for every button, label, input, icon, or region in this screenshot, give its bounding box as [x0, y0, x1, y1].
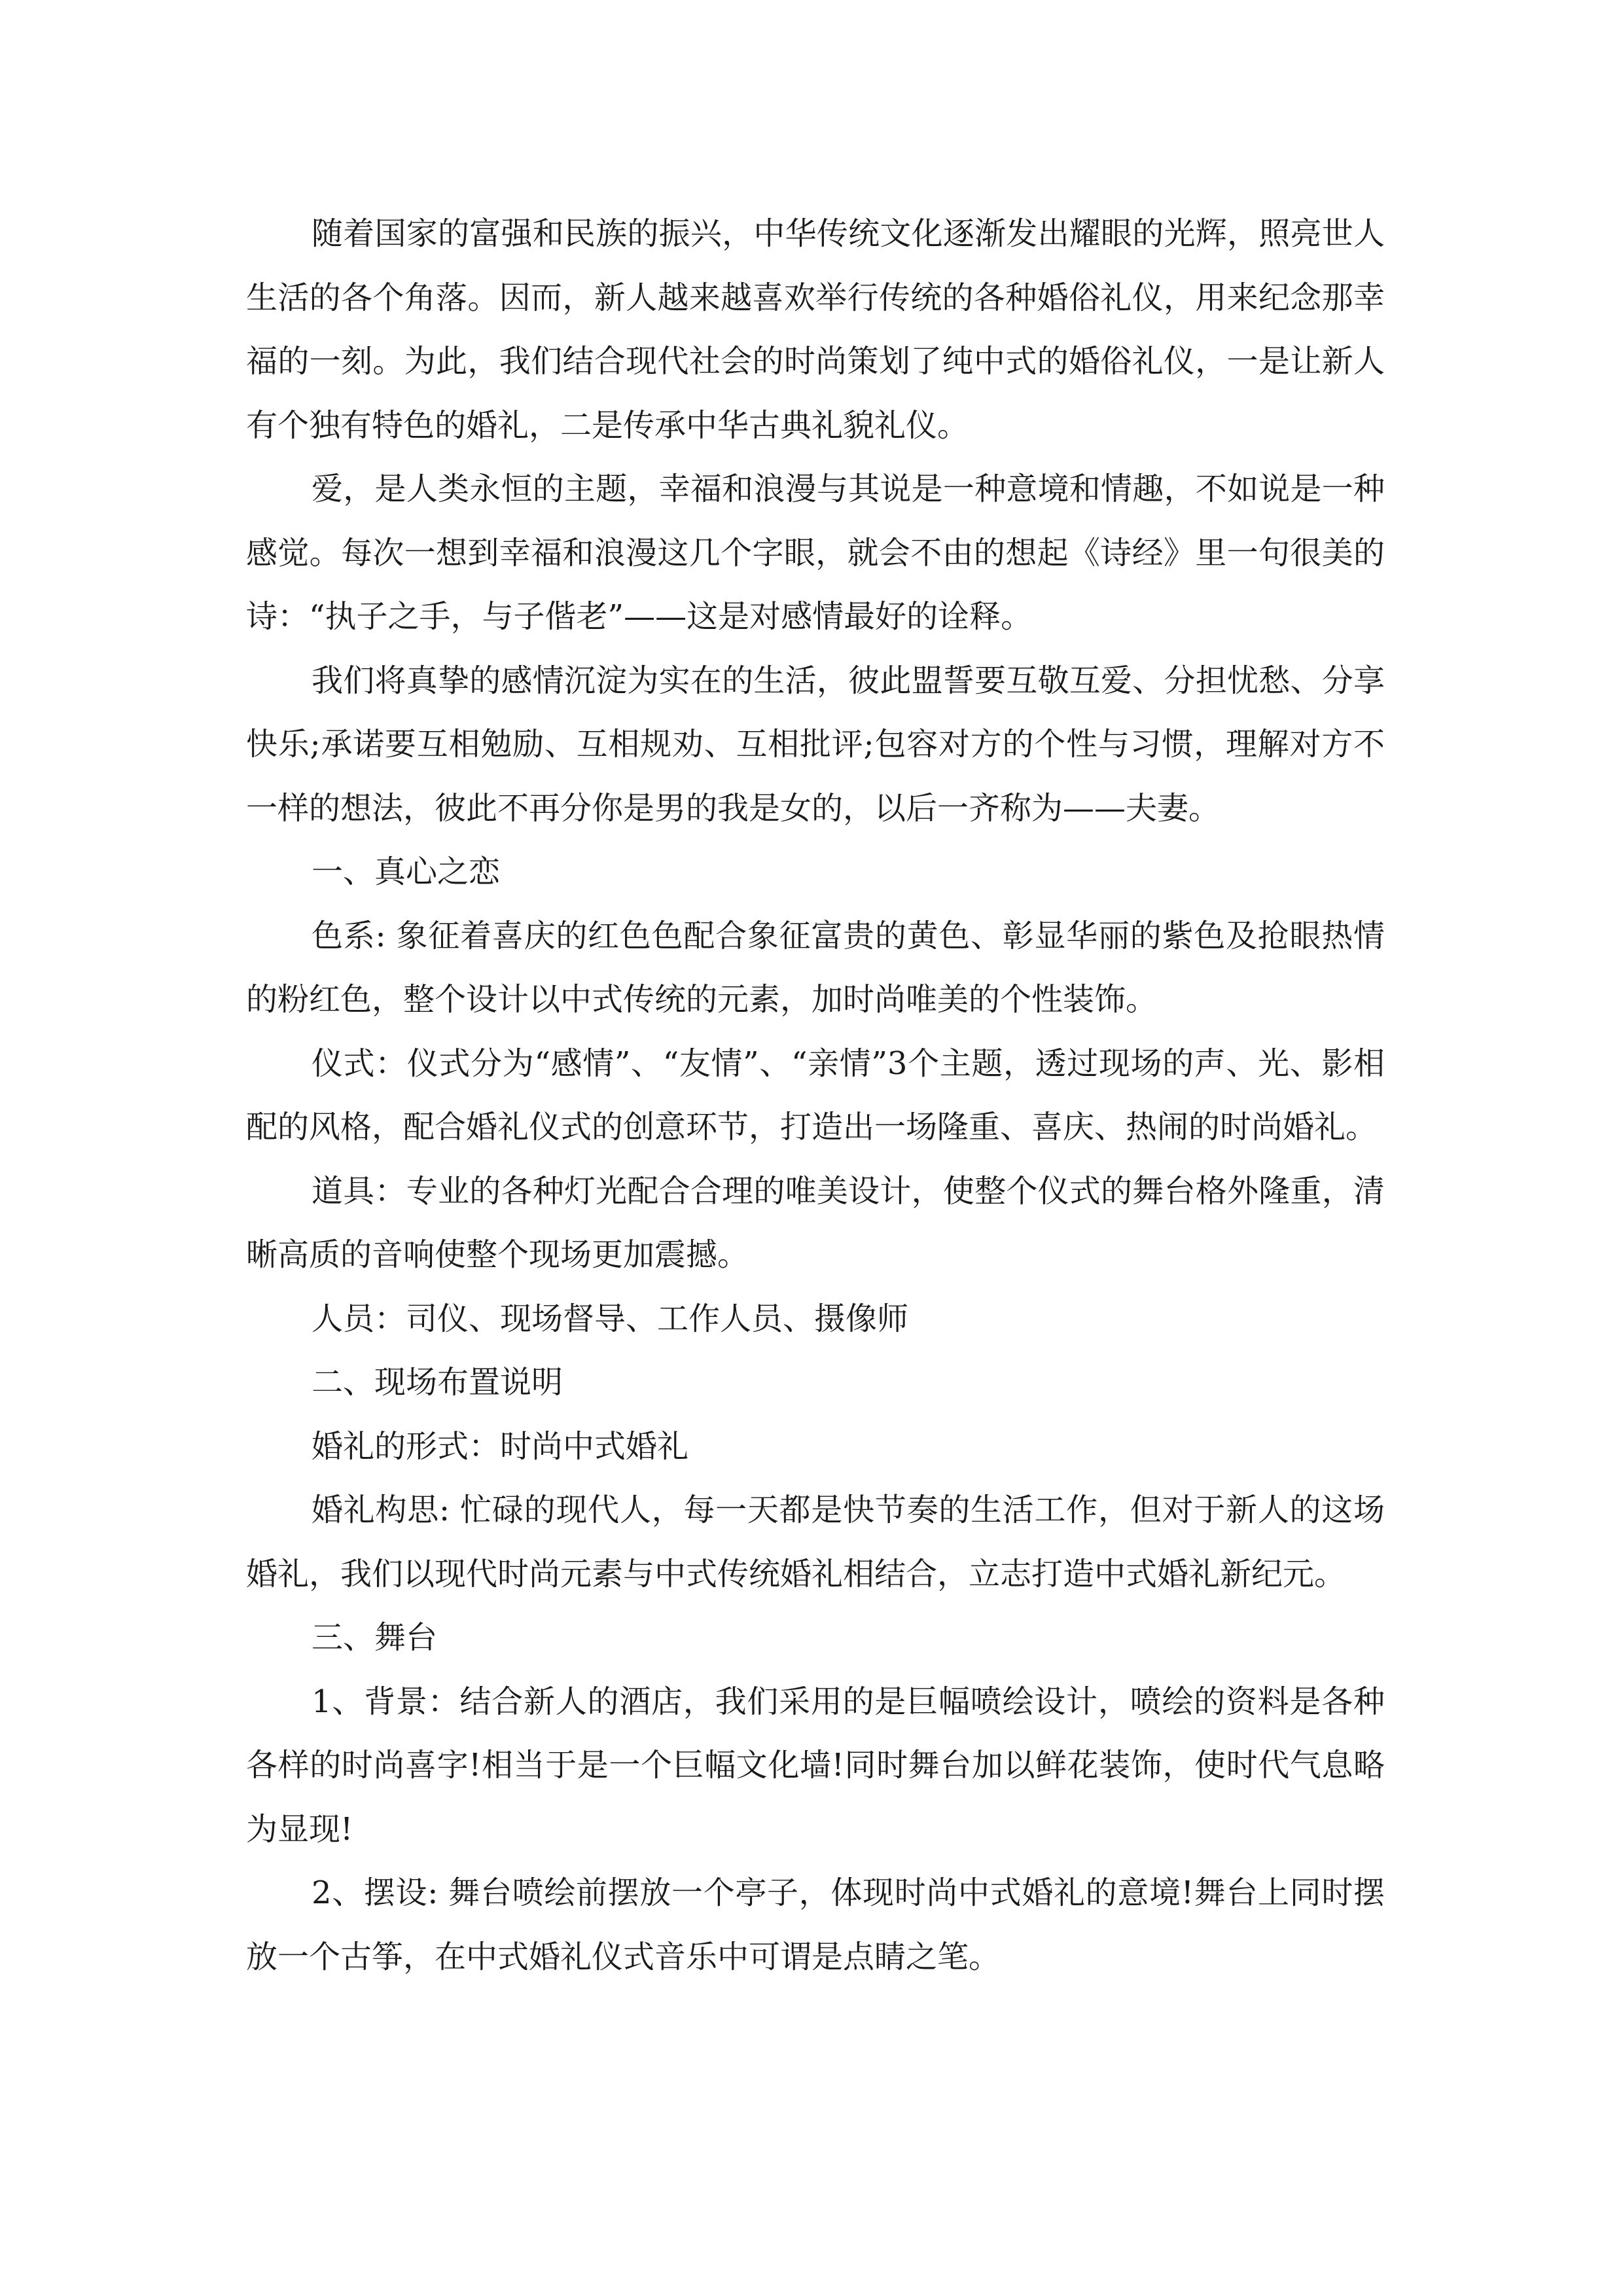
section-heading-3: 三、舞台 — [312, 1619, 438, 1656]
paragraph-intro: 随着国家的富强和民族的振兴，中华传统文化逐渐发出耀眼的光辉，照亮世人生活的各个角落。因而，新人越来越喜欢举行传统的各种婚俗礼仪，用来纪念那幸福的一刻。为此，我们结合现代社会的时尚策划了纯中式的婚俗礼仪，一是让新人有个独有特色的婚礼，二是传承中华古典礼貌礼仪。 — [246, 215, 1385, 444]
paragraph-props: 道具：专业的各种灯光配合合理的唯美设计，使整个仪式的舞台格外隆重，清晰高质的音响使整个现场更加震撼。 — [246, 1172, 1385, 1273]
document-body — [246, 202, 1385, 1989]
paragraph-vow: 我们将真挚的感情沉淀为实在的生活，彼此盟誓要互敬互爱、分担忧愁、分享快乐;承诺要互相勉励、互相规劝、互相批评;包容对方的个性与习惯，理解对方不一样的想法，彼此不再分你是男的我是女的，以后一齐称为——夫妻。 — [246, 662, 1385, 827]
paragraph-staff: 人员：司仪、现场督导、工作人员、摄像师 — [312, 1300, 909, 1337]
section-heading-2: 二、现场布置说明 — [312, 1364, 563, 1401]
paragraph-setup: 2、摆设: 舞台喷绘前摆放一个亭子，体现时尚中式婚礼的意境!舞台上同时摆放一个古筝，在中式婚礼仪式音乐中可谓是点睛之笔。 — [246, 1874, 1385, 1975]
paragraph-background: 1、背景：结合新人的酒店，我们采用的是巨幅喷绘设计，喷绘的资料是各种各样的时尚喜字!相当于是一个巨幅文化墙!同时舞台加以鲜花装饰，使时代气息略为显现! — [246, 1683, 1385, 1848]
paragraph-ceremony: 仪式：仪式分为“感情”、“友情”、“亲情”3个主题，透过现场的声、光、影相配的风格，配合婚礼仪式的创意环节，打造出一场隆重、喜庆、热闹的时尚婚礼。 — [246, 1045, 1385, 1145]
paragraph-color: 色系: 象征着喜庆的红色色配合象征富贵的黄色、彰显华丽的紫色及抢眼热情的粉红色，整个设计以中式传统的元素，加时尚唯美的个性装饰。 — [246, 917, 1385, 1018]
section-heading-1: 一、真心之恋 — [312, 853, 501, 890]
paragraph-concept: 婚礼构思: 忙碌的现代人，每一天都是快节奏的生活工作，但对于新人的这场婚礼，我们以现代时尚元素与中式传统婚礼相结合，立志打造中式婚礼新纪元。 — [246, 1492, 1385, 1592]
paragraph-love: 爱，是人类永恒的主题，幸福和浪漫与其说是一种意境和情趣，不如说是一种感觉。每次一想到幸福和浪漫这几个字眼，就会不由的想起《诗经》里一句很美的诗：“执子之手，与子偕老”——这是对感情最好的诠释。 — [246, 471, 1385, 635]
paragraph-form: 婚礼的形式：时尚中式婚礼 — [312, 1427, 689, 1465]
